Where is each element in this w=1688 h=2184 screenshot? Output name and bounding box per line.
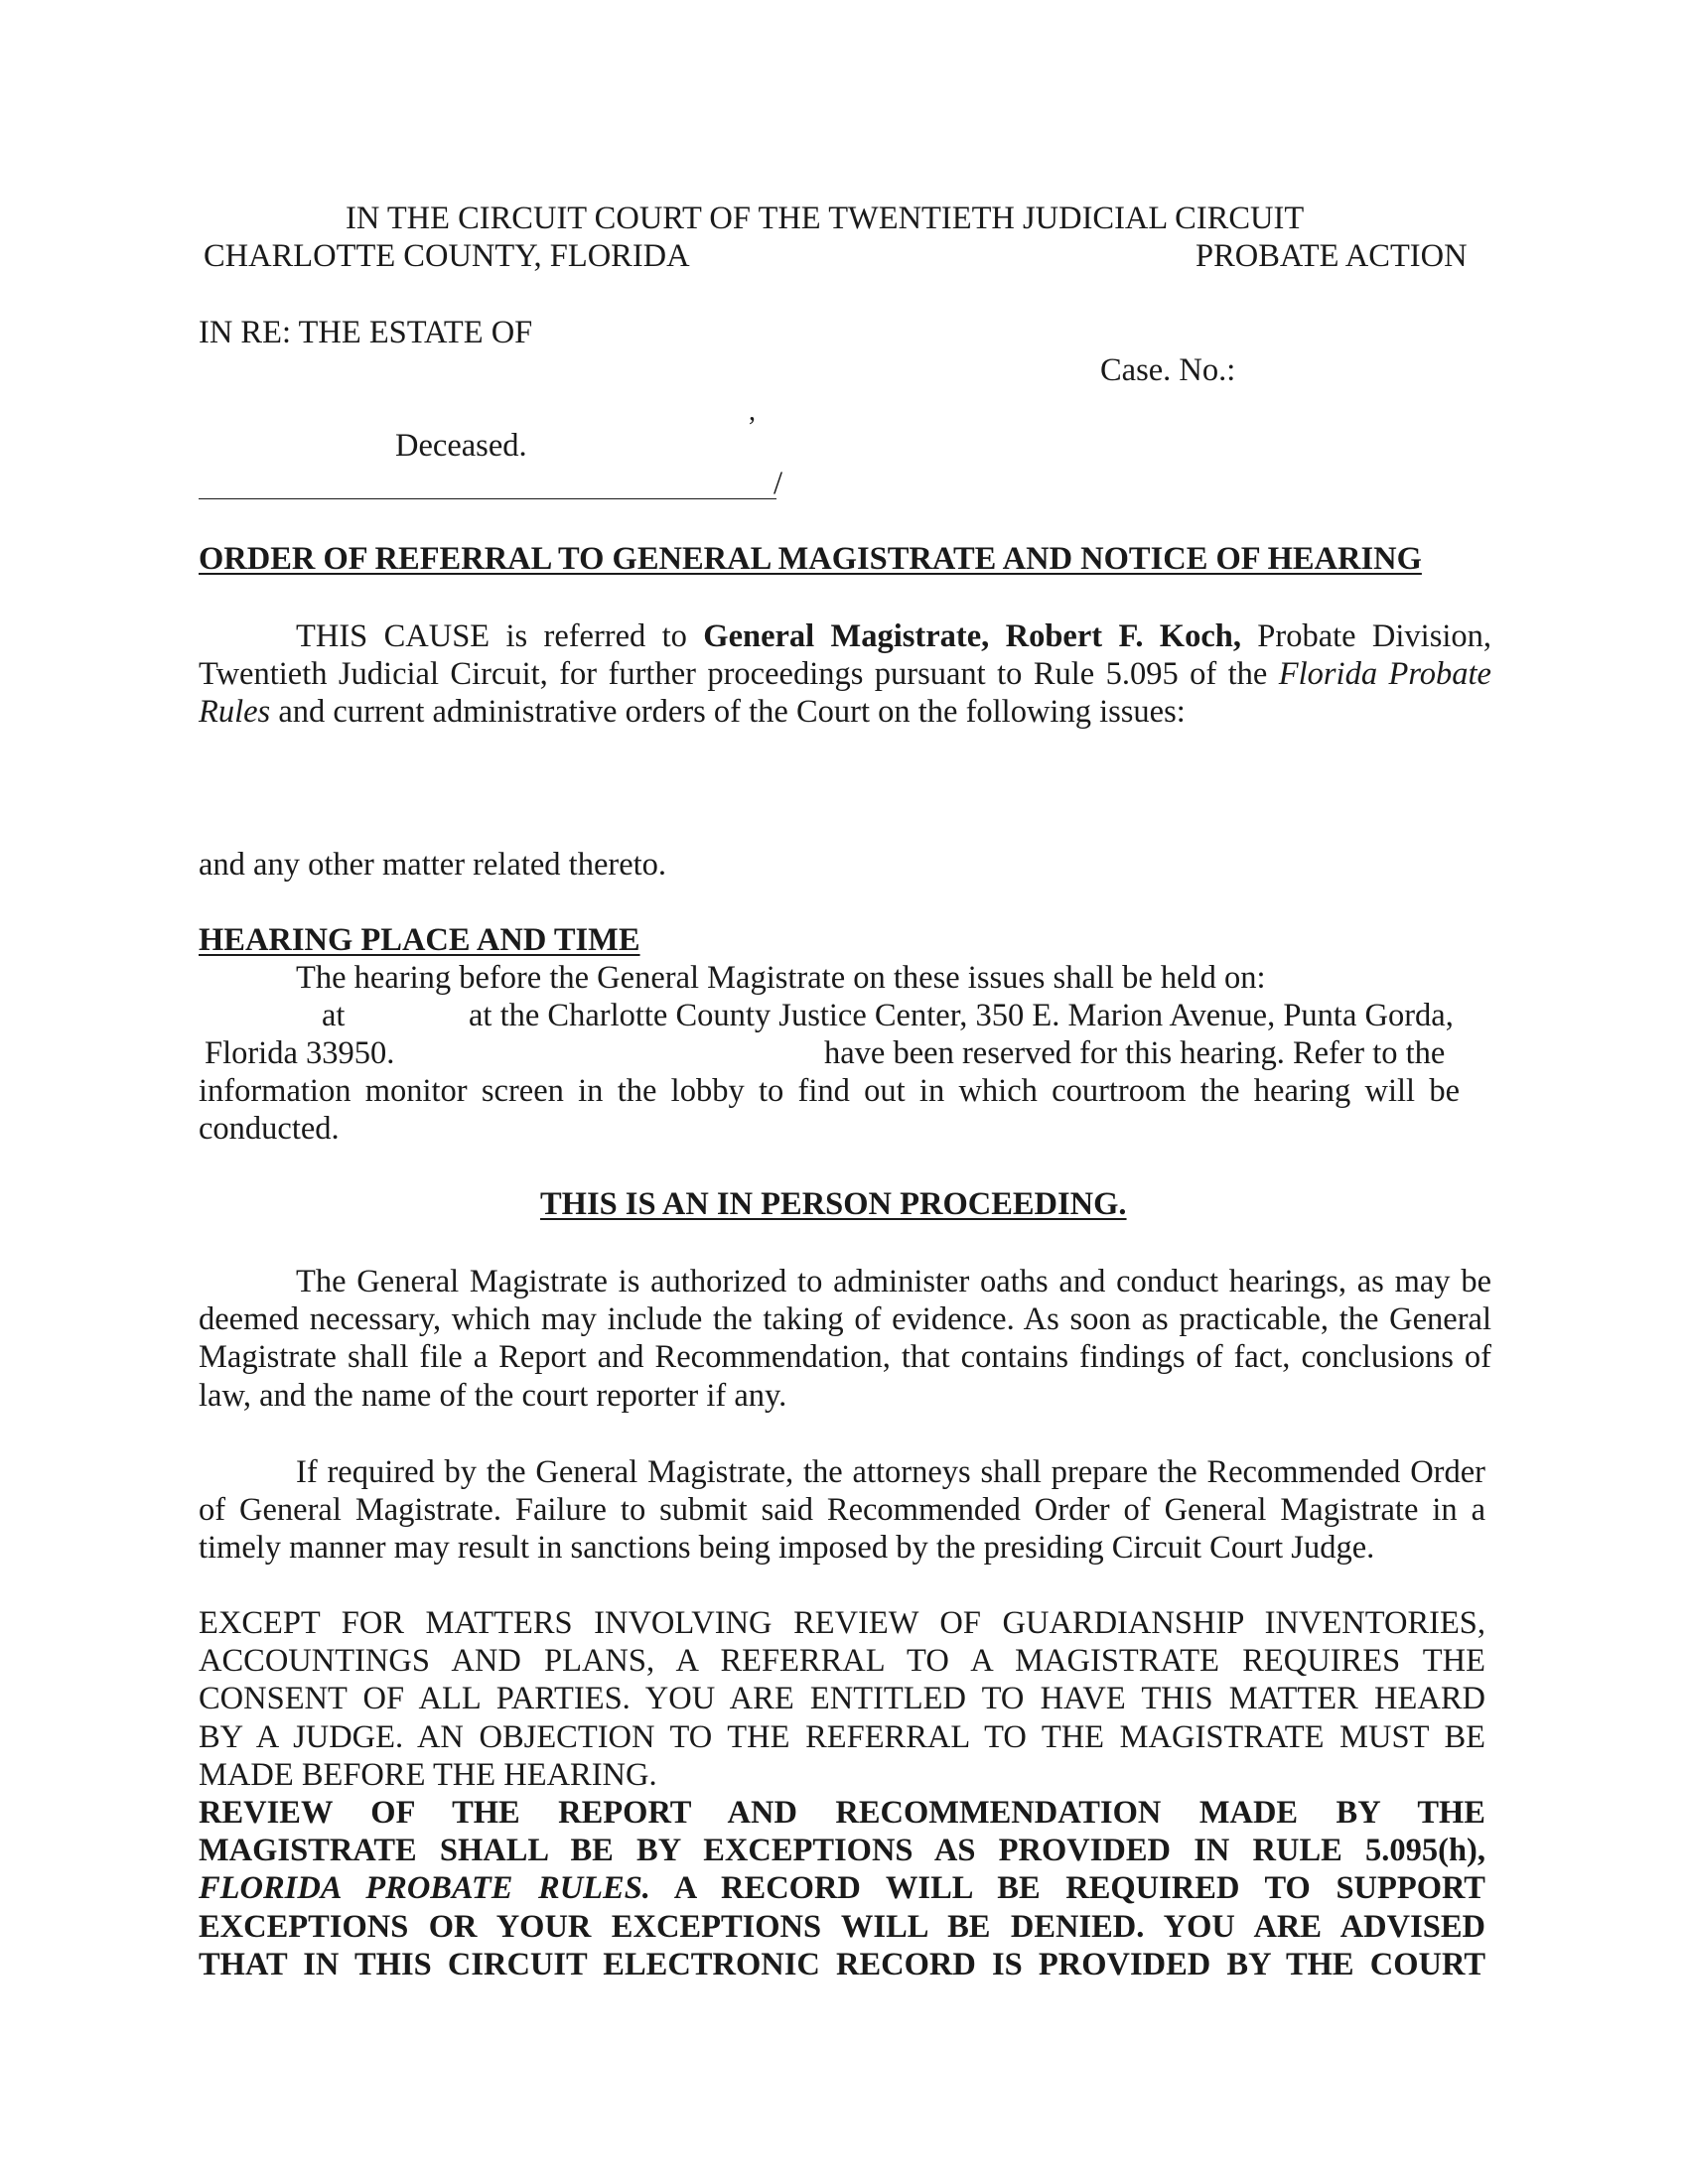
consent-line-1: EXCEPT FOR MATTERS INVOLVING REVIEW OF GUARDIANSHIP INVENTORIES, <box>199 1605 1485 1641</box>
review-line-2: MAGISTRATE SHALL BE BY EXCEPTIONS AS PROVIDED IN RULE 5.095(h), <box>199 1833 1485 1869</box>
referral-lead: THIS CAUSE is referred to <box>296 618 704 654</box>
authority-line-3: Magistrate shall file a Report and Recommendation, that contains findings of fact, conclusions of <box>199 1339 1491 1376</box>
hearing-reserved: have been reserved for this hearing. Refer to the <box>824 1035 1446 1071</box>
case-number-label: Case. No.: <box>1100 352 1236 388</box>
rules-ref-end: Rules <box>199 694 271 731</box>
deceased-label: Deceased. <box>395 428 527 464</box>
attorneys-line-3: timely manner may result in sanctions being imposed by the presiding Circuit Court Judge. <box>199 1530 1375 1567</box>
referral-line-2-text: Twentieth Judicial Circuit, for further proceedings pursuant to Rule 5.095 of the <box>199 656 1279 693</box>
magistrate-name: General Magistrate, Robert F. Koch, <box>703 618 1241 654</box>
authority-line-1: The General Magistrate is authorized to administer oaths and conduct hearings, as may be <box>296 1264 1491 1299</box>
review-line-3-text: A RECORD WILL BE REQUIRED TO SUPPORT <box>649 1870 1485 1907</box>
attorneys-line-2: of General Magistrate. Failure to submit said Recommended Order of General Magistrate in a <box>199 1492 1485 1529</box>
hearing-heading: HEARING PLACE AND TIME <box>199 922 640 958</box>
attorneys-paragraph <box>199 1453 1485 1568</box>
court-heading: IN THE CIRCUIT COURT OF THE TWENTIETH JUDICIAL CIRCUIT <box>346 201 1305 236</box>
review-line-4: EXCEPTIONS OR YOUR EXCEPTIONS WILL BE DENIED. YOU ARE ADVISED <box>199 1908 1485 1945</box>
referral-line-3 <box>199 693 1491 731</box>
authority-line-4: law, and the name of the court reporter if any. <box>199 1377 787 1414</box>
in-person-notice: THIS IS AN IN PERSON PROCEEDING. <box>540 1186 1127 1222</box>
review-line-5: THAT IN THIS CIRCUIT ELECTRONIC RECORD IS PROVIDED BY THE COURT <box>199 1946 1485 1982</box>
document-title: ORDER OF REFERRAL TO GENERAL MAGISTRATE AND NOTICE OF HEARING <box>199 541 1422 577</box>
review-line-3 <box>199 1869 1485 1907</box>
hearing-location: at the Charlotte County Justice Center, 350 E. Marion Avenue, Punta Gorda, <box>469 998 1454 1033</box>
authority-line-2: deemed necessary, which may include the taking of evidence. As soon as practicable, the General <box>199 1301 1491 1338</box>
caption-slash: / <box>774 466 783 501</box>
hearing-tail <box>199 1072 1460 1148</box>
hearing-line-1: The hearing before the General Magistrate on these issues shall be held on: <box>296 960 1266 996</box>
consent-line-5: MADE BEFORE THE HEARING. <box>199 1756 657 1793</box>
consent-line-4: BY A JUDGE. AN OBJECTION TO THE REFERRAL TO THE MAGISTRATE MUST BE <box>199 1718 1485 1755</box>
consent-line-3: CONSENT OF ALL PARTIES. YOU ARE ENTITLED TO HAVE THIS MATTER HEARD <box>199 1681 1485 1717</box>
caption-rule <box>199 498 776 499</box>
referral-paragraph <box>199 617 1491 732</box>
hearing-line-4: information monitor screen in the lobby to find out in which courtroom the hearing will be <box>199 1073 1460 1109</box>
review-line-1: REVIEW OF THE REPORT AND RECOMMENDATION MADE BY THE <box>199 1795 1485 1831</box>
action-type: PROBATE ACTION <box>1196 238 1468 274</box>
in-re-label: IN RE: THE ESTATE OF <box>199 315 533 350</box>
attorneys-line-1: If required by the General Magistrate, the attorneys shall prepare the Recommended Order <box>296 1454 1485 1490</box>
rules-citation: FLORIDA PROBATE RULES. <box>199 1870 650 1907</box>
consent-line-2: ACCOUNTINGS AND PLANS, A REFERRAL TO A MAGISTRATE REQUIRES THE <box>199 1643 1485 1680</box>
caption-comma: , <box>749 396 756 427</box>
referral-closing: and any other matter related thereto. <box>199 847 667 883</box>
consent-paragraph <box>199 1604 1485 1794</box>
hearing-line-5: conducted. <box>199 1111 340 1148</box>
review-paragraph <box>199 1794 1485 1983</box>
probate-rules-ref: Florida Probate <box>1278 656 1491 693</box>
referral-line-1 <box>199 617 1491 655</box>
county-label: CHARLOTTE COUNTY, FLORIDA <box>204 238 690 274</box>
referral-division: Probate Division, <box>1240 618 1492 654</box>
hearing-at: at <box>322 998 346 1033</box>
referral-line-2 <box>199 655 1491 693</box>
authority-paragraph <box>199 1263 1491 1415</box>
referral-line-3-text: and current administrative orders of the Court on the following issues: <box>270 694 1186 731</box>
hearing-florida: Florida 33950. <box>205 1035 395 1071</box>
